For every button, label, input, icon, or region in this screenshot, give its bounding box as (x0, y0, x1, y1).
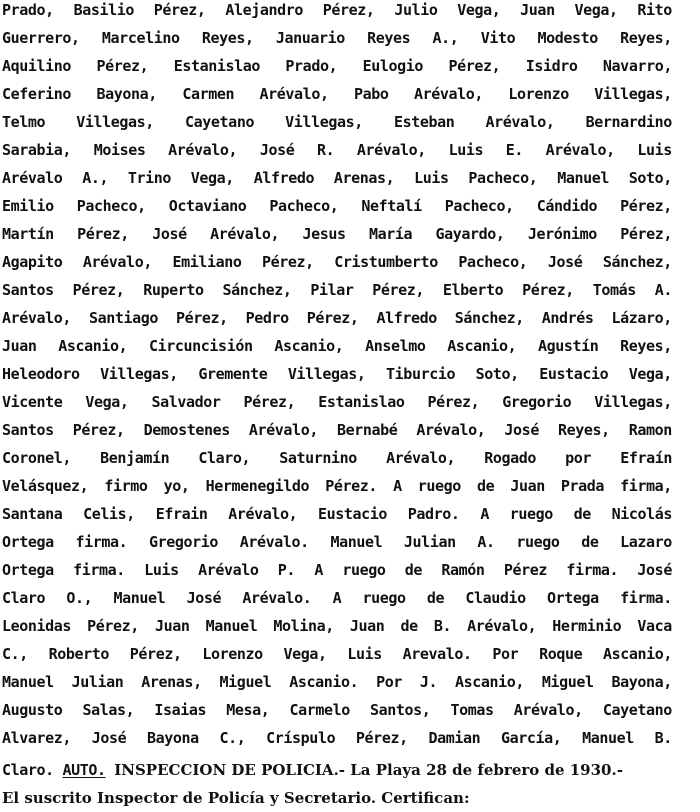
text-line: Leonidas Pérez, Juan Manuel Molina, Juan de B. Arévalo, Herminio Vaca (2, 617, 672, 635)
text-line: Manuel Julian Arenas, Miguel Ascanio. Por J. Ascanio, Miguel Bayona, (2, 673, 672, 691)
text-line: Agapito Arévalo, Emiliano Pérez, Cristumberto Pacheco, José Sánchez, (2, 253, 672, 271)
auto-heading: AUTO. (62, 761, 106, 779)
text-line: Aquilino Pérez, Estanislao Prado, Eulogio Pérez, Isidro Navarro, (2, 57, 672, 75)
text-line: Sarabia, Moises Arévalo, José R. Arévalo, Luis E. Arévalo, Luis (2, 141, 672, 159)
text-line: Santos Pérez, Demostenes Arévalo, Bernabé Arévalo, José Reyes, Ramon (2, 421, 672, 439)
text-line: Claro O., Manuel José Arévalo. A ruego de Claudio Ortega firma. (2, 589, 672, 607)
text-line: Ortega firma. Luis Arévalo P. A ruego de Ramón Pérez firma. José (2, 561, 672, 579)
text-line: Prado, Basilio Pérez, Alejandro Pérez, Julio Vega, Juan Vega, Rito (2, 1, 672, 19)
text-line: Santos Pérez, Ruperto Sánchez, Pilar Pérez, Elberto Pérez, Tomás A. (2, 281, 672, 299)
text-line: C., Roberto Pérez, Lorenzo Vega, Luis Arevalo. Por Roque Ascanio, (2, 645, 672, 663)
text-line: Juan Ascanio, Circuncisión Ascanio, Anselmo Ascanio, Agustín Reyes, (2, 337, 672, 355)
text-line: Ortega firma. Gregorio Arévalo. Manuel Julian A. ruego de Lazaro (2, 533, 672, 551)
text-line: Augusto Salas, Isaias Mesa, Carmelo Santos, Tomas Arévalo, Cayetano (2, 701, 672, 719)
text-line: Martín Pérez, José Arévalo, Jesus María Gayardo, Jerónimo Pérez, (2, 225, 672, 243)
text-line: Santana Celis, Efrain Arévalo, Eustacio Padro. A ruego de Nicolás (2, 505, 672, 523)
text-line: Coronel, Benjamín Claro, Saturnino Arévalo, Rogado por Efraín (2, 449, 672, 467)
text-line: Guerrero, Marcelino Reyes, Januario Reyes A., Vito Modesto Reyes, (2, 29, 672, 47)
text-line: Telmo Villegas, Cayetano Villegas, Esteban Arévalo, Bernardino (2, 113, 672, 131)
closing-line: El suscrito Inspector de Policía y Secretario. Certifican: (2, 789, 470, 807)
text-line: Velásquez, firmo yo, Hermenegildo Pérez. A ruego de Juan Prada firma, (2, 477, 672, 495)
auto-line-prefix: Claro. (2, 761, 54, 779)
text-line: Vicente Vega, Salvador Pérez, Estanislao Pérez, Gregorio Villegas, (2, 393, 672, 411)
text-line: Arévalo, Santiago Pérez, Pedro Pérez, Alfredo Sánchez, Andrés Lázaro, (2, 309, 672, 327)
inspection-heading: INSPECCION DE POLICIA.- La Playa 28 de febrero de 1930.- (114, 761, 623, 779)
text-line: Heleodoro Villegas, Gremente Villegas, Tiburcio Soto, Eustacio Vega, (2, 365, 672, 383)
auto-line (0, 756, 700, 784)
text-line: Emilio Pacheco, Octaviano Pacheco, Neftalí Pacheco, Cándido Pérez, (2, 197, 672, 215)
text-line: Alvarez, José Bayona C., Críspulo Pérez, Damian García, Manuel B. (2, 729, 672, 747)
text-line: Arévalo A., Trino Vega, Alfredo Arenas, Luis Pacheco, Manuel Soto, (2, 169, 672, 187)
text-line: Ceferino Bayona, Carmen Arévalo, Pabo Arévalo, Lorenzo Villegas, (2, 85, 672, 103)
